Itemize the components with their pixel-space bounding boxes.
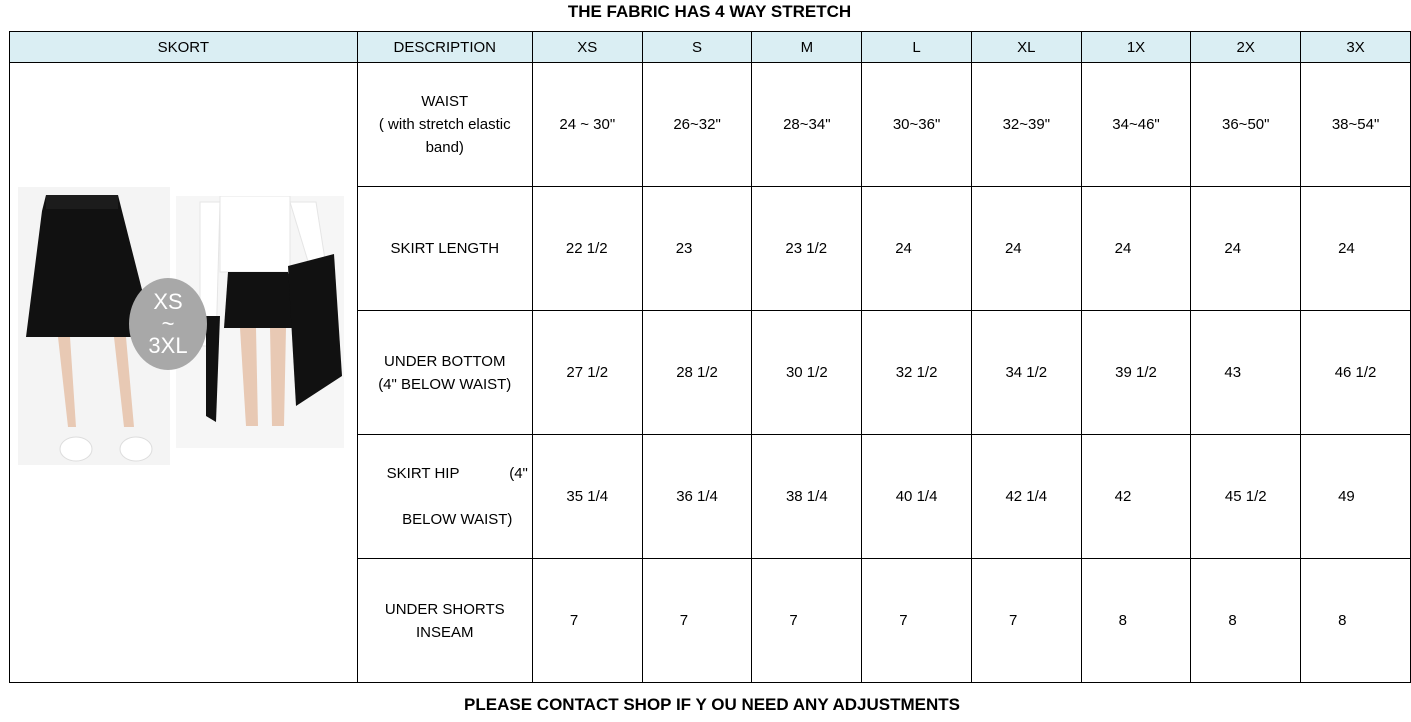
- cell-length-l: 24: [862, 187, 972, 311]
- cell-under-bottom-l: 32 1/2: [862, 311, 972, 435]
- cell-length-2x: 24: [1191, 187, 1301, 311]
- cell-hip-2x: 45 1/2: [1191, 435, 1301, 559]
- row-label-skirt-hip: [357, 435, 532, 559]
- cell-under-bottom-2x: 43: [1191, 311, 1301, 435]
- cell-waist-1x: 34~46": [1081, 63, 1191, 187]
- cell-inseam-1x: 8: [1081, 559, 1191, 683]
- row-label-line: UNDER SHORTS: [384, 600, 505, 618]
- header-size-1x: 1X: [1081, 32, 1191, 63]
- cell-length-xl: 24: [971, 187, 1081, 311]
- header-size-3x: 3X: [1301, 32, 1411, 63]
- cell-inseam-xl: 7: [971, 559, 1081, 683]
- cell-inseam-2x: 8: [1191, 559, 1301, 683]
- row-label-line: band): [425, 139, 464, 156]
- cell-inseam-l: 7: [862, 559, 972, 683]
- row-label-inseam: [357, 559, 532, 683]
- row-label-under-bottom: [357, 311, 532, 435]
- row-label-line: INSEAM: [416, 623, 474, 641]
- badge-line-3: 3XL: [148, 333, 188, 358]
- header-size-xs: XS: [532, 32, 642, 63]
- table-row-waist: [10, 63, 1411, 187]
- cell-waist-2x: 36~50": [1191, 63, 1301, 187]
- cell-hip-l: 40 1/4: [862, 435, 972, 559]
- cell-inseam-m: 7: [752, 559, 862, 683]
- badge-line-1: XS: [153, 289, 183, 314]
- cell-length-m: 23 1/2: [752, 187, 862, 311]
- cell-under-bottom-3x: 46 1/2: [1301, 311, 1411, 435]
- row-label-line: BELOW WAIST): [402, 511, 513, 528]
- header-size-xl: XL: [971, 32, 1081, 63]
- cell-hip-xs: 35 1/4: [532, 435, 642, 559]
- size-range-badge: [129, 278, 207, 370]
- row-label-line: (4" BELOW WAIST): [378, 375, 512, 393]
- cell-under-bottom-1x: 39 1/2: [1081, 311, 1191, 435]
- page-title: THE FABRIC HAS 4 WAY STRETCH: [567, 2, 852, 21]
- cell-inseam-s: 7: [642, 559, 752, 683]
- cell-inseam-3x: 8: [1301, 559, 1411, 683]
- cell-hip-xl: 42 1/4: [971, 435, 1081, 559]
- cell-under-bottom-xl: 34 1/2: [971, 311, 1081, 435]
- header-size-m: M: [752, 32, 862, 63]
- cell-waist-3x: 38~54": [1301, 63, 1411, 187]
- row-label-skirt-length: [357, 187, 532, 311]
- cell-hip-s: 36 1/4: [642, 435, 752, 559]
- cell-hip-1x: 42: [1081, 435, 1191, 559]
- cell-length-1x: 24: [1081, 187, 1191, 311]
- cell-under-bottom-xs: 27 1/2: [532, 311, 642, 435]
- cell-waist-m: 28~34": [752, 63, 862, 187]
- cell-waist-xs: 24 ~ 30": [532, 63, 642, 187]
- cell-length-s: 23: [642, 187, 752, 311]
- badge-line-2: ~: [161, 311, 175, 336]
- row-label-line: WAIST: [421, 93, 469, 110]
- cell-waist-xl: 32~39": [971, 63, 1081, 187]
- cell-under-bottom-m: 30 1/2: [752, 311, 862, 435]
- cell-hip-3x: 49: [1301, 435, 1411, 559]
- header-row: [10, 32, 1411, 63]
- header-size-2x: 2X: [1191, 32, 1301, 63]
- skort-product-image: [16, 187, 341, 467]
- cell-length-3x: 24: [1301, 187, 1411, 311]
- cell-waist-s: 26~32": [642, 63, 752, 187]
- row-label-line: ( with stretch elastic: [378, 116, 511, 133]
- header-description: DESCRIPTION: [357, 32, 532, 63]
- header-size-s: S: [642, 32, 752, 63]
- row-label-line: SKIRT LENGTH: [390, 240, 500, 257]
- size-chart-table: [9, 31, 1411, 683]
- cell-waist-l: 30~36": [862, 63, 972, 187]
- footer-note: PLEASE CONTACT SHOP IF Y OU NEED ANY ADJUSTMENTS: [464, 695, 960, 714]
- header-skort: SKORT: [10, 32, 358, 63]
- cell-under-bottom-s: 28 1/2: [642, 311, 752, 435]
- cell-inseam-xs: 7: [532, 559, 642, 683]
- cell-hip-m: 38 1/4: [752, 435, 862, 559]
- row-label-line: UNDER BOTTOM: [384, 352, 506, 370]
- header-size-l: L: [862, 32, 972, 63]
- skort-photo-cell: [10, 63, 358, 683]
- cell-length-xs: 22 1/2: [532, 187, 642, 311]
- row-label-waist: [357, 63, 532, 187]
- row-label-line: SKIRT HIP (4": [386, 465, 528, 482]
